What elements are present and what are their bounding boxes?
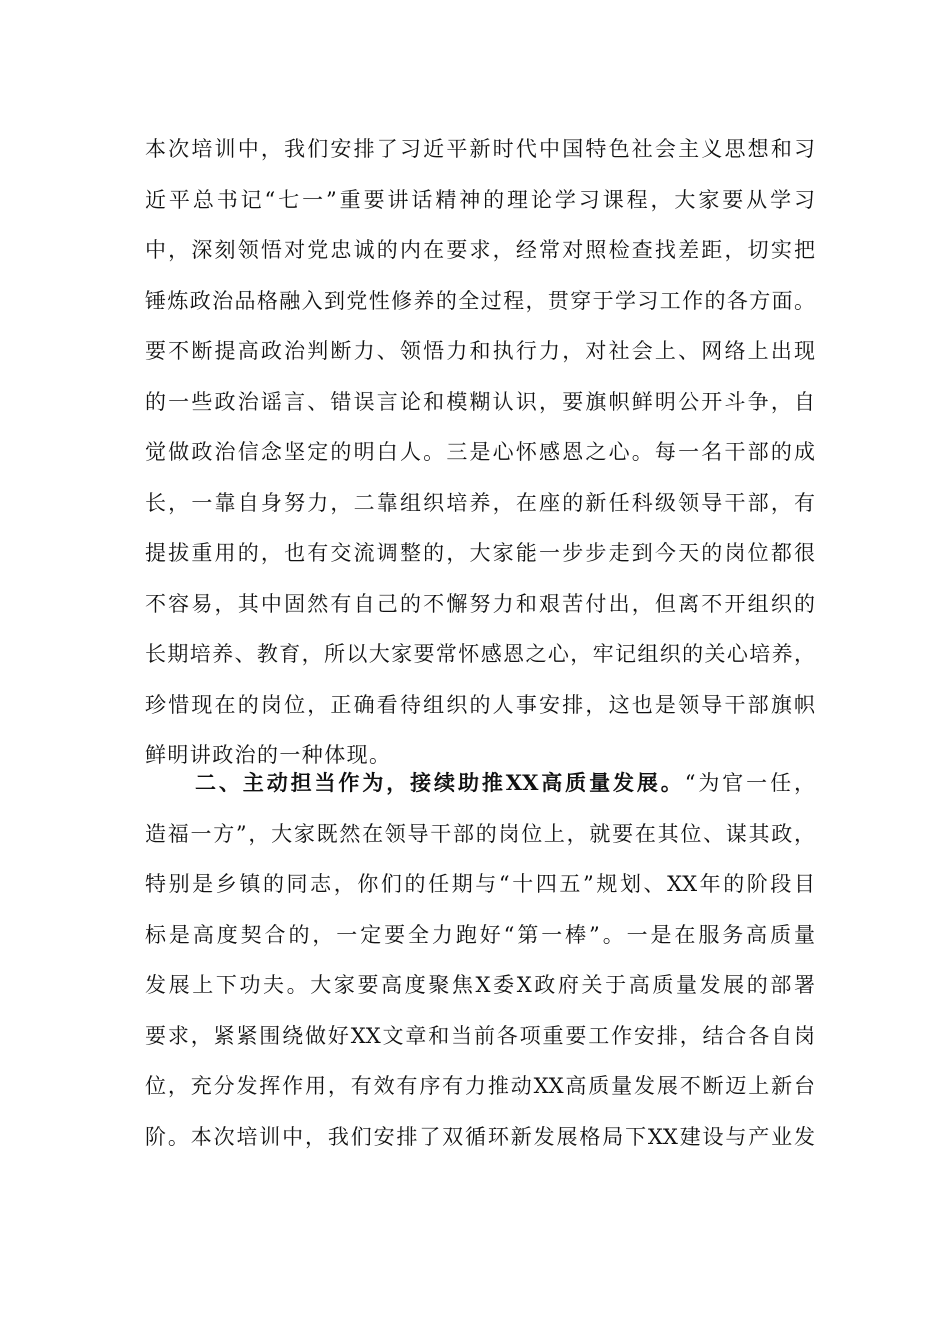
text-line: 造福一方”，大家既然在领导干部的岗位上，就要在其位、谋其政， <box>145 821 815 846</box>
paragraph-training-content <box>145 124 815 781</box>
text-line: 提拔重用的，也有交流调整的，大家能一步步走到今天的岗位都很 <box>145 541 815 565</box>
text-line: 锤炼政治品格融入到党性修养的全过程，贯穿于学习工作的各方面。 <box>145 288 815 313</box>
text-line: 本次培训中，我们安排了习近平新时代中国特色社会主义思想和习 <box>145 137 815 161</box>
text-line: 要不断提高政治判断力、领悟力和执行力，对社会上、网络上出现 <box>145 339 815 363</box>
text-line: 近平总书记“七一”重要讲话精神的理论学习课程，大家要从学习 <box>145 187 815 212</box>
section-heading-line <box>145 758 815 809</box>
text-line: 长，一靠自身努力，二靠组织培养，在座的新任科级领导干部，有 <box>145 490 815 515</box>
text-line: 特别是乡镇的同志，你们的任期与“十四五”规划、XX年的阶段目 <box>145 872 815 896</box>
text-line: 标是高度契合的，一定要全力跑好“第一棒”。一是在服务高质量 <box>145 922 815 947</box>
section-heading: 二、主动担当作为，接续助推XX高质量发展。 <box>195 770 685 795</box>
text-fragment: “为官一任， <box>684 771 815 795</box>
text-line: 阶。本次培训中，我们安排了双循环新发展格局下XX建设与产业发 <box>145 1124 815 1149</box>
text-line: 发展上下功夫。大家要高度聚焦X委X政府关于高质量发展的部署 <box>145 973 815 997</box>
text-line: 的一些政治谣言、错误言论和模糊认识，要旗帜鲜明公开斗争，自 <box>145 389 815 414</box>
text-line: 位，充分发挥作用，有效有序有力推动XX高质量发展不断迈上新台 <box>145 1074 815 1098</box>
text-line: 要求，紧紧围绕做好XX文章和当前各项重要工作安排，结合各自岗 <box>145 1023 815 1048</box>
text-line: 珍惜现在的岗位，正确看待组织的人事安排，这也是领导干部旗帜 <box>145 692 815 717</box>
text-line: 长期培养、教育，所以大家要常怀感恩之心，牢记组织的关心培养， <box>145 642 815 666</box>
text-line: 觉做政治信念坚定的明白人。三是心怀感恩之心。每一名干部的成 <box>145 440 815 464</box>
text-line: 不容易，其中固然有自己的不懈努力和艰苦付出，但离不开组织的 <box>145 591 815 616</box>
paragraph-section-two <box>145 758 815 1162</box>
text-line: 中，深刻领悟对党忠诚的内在要求，经常对照检查找差距，切实把 <box>145 238 815 262</box>
text-line: 鲜明讲政治的一种体现。 <box>145 743 392 767</box>
